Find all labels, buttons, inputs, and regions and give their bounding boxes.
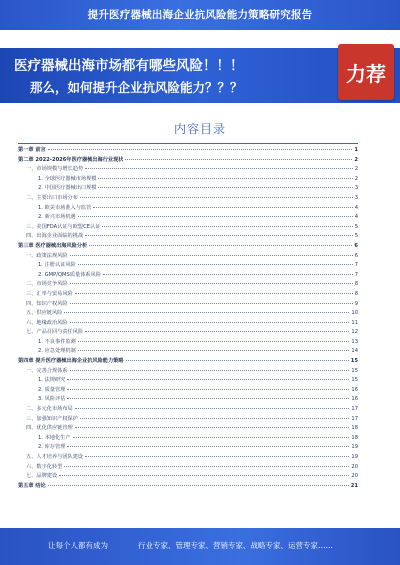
toc-leader-dots xyxy=(85,331,349,332)
toc-entry-page: 12 xyxy=(351,329,358,336)
toc-entry-title: 三、美国FDA认证与欧盟CE认证 xyxy=(26,223,101,230)
footer-banner xyxy=(0,528,400,565)
toc-leader-dots xyxy=(64,312,349,313)
toc-leader-dots xyxy=(78,264,353,265)
toc-entry-title: 四、出海企业面临的挑战 xyxy=(26,233,84,240)
toc-entry-page: 2 xyxy=(354,175,358,182)
toc-entry-page: 8 xyxy=(354,290,358,297)
footer-slogan: 让每个人都有成为 xyxy=(48,541,108,550)
toc-leader-dots xyxy=(85,168,353,169)
toc-entry-title: 七、产品召回与责任风险 xyxy=(26,329,84,336)
toc-entry-title: 六、数字化转型 xyxy=(26,463,63,470)
toc-entry-page: 4 xyxy=(354,214,358,221)
toc-entry[interactable] xyxy=(18,290,358,300)
toc-entry-title: 1. 全球医疗器械市场规模 xyxy=(38,175,97,182)
recommend-badge: 力荐 xyxy=(338,44,394,100)
toc-leader-dots xyxy=(85,235,353,236)
toc-entry[interactable] xyxy=(18,280,358,290)
toc-leader-dots xyxy=(67,389,349,390)
toc-entry-page: 19 xyxy=(351,454,358,460)
toc-entry-title: 第三章 医疗器械出海风险分析 xyxy=(18,242,88,249)
toc-entry[interactable] xyxy=(18,453,358,463)
toc-entry[interactable] xyxy=(18,223,358,233)
toc-entry[interactable] xyxy=(18,482,358,492)
toc-entry-title: 2. 新兴市场机遇 xyxy=(38,214,76,221)
toc-heading: 内容目录 xyxy=(173,122,226,136)
toc-entry-title: 三、加强知识产权保护 xyxy=(26,415,78,422)
toc-entry[interactable] xyxy=(18,252,358,262)
toc-entry[interactable] xyxy=(18,309,358,319)
toc-entry-title: 二、市场竞争风险 xyxy=(26,281,68,288)
toc-entry-title: 2. 质量管理 xyxy=(38,386,66,393)
toc-leader-dots xyxy=(64,466,349,467)
toc-entry-page: 20 xyxy=(351,463,358,470)
toc-leader-dots xyxy=(59,475,349,476)
toc-entry-title: 第二章 2022-2026年医疗器械出海行业现状 xyxy=(18,156,124,163)
toc-leader-dots xyxy=(75,427,350,428)
toc-entry[interactable] xyxy=(18,463,358,473)
toc-entry-title: 3. 风险评估 xyxy=(38,396,66,403)
toc-entry-title: 一、完善合规体系 xyxy=(26,367,68,374)
toc-leader-dots xyxy=(98,178,352,179)
toc-leader-dots xyxy=(75,408,350,409)
toc-entry[interactable] xyxy=(18,300,358,310)
toc-entry[interactable] xyxy=(18,271,358,281)
toc-leader-dots xyxy=(98,187,352,188)
toc-entry-page: 3 xyxy=(354,194,358,201)
toc-entry-page: 10 xyxy=(351,310,358,317)
toc-entry[interactable] xyxy=(18,319,358,329)
toc-entry-page: 2 xyxy=(354,156,358,163)
toc-leader-dots xyxy=(70,322,350,323)
toc-leader-dots xyxy=(48,485,349,486)
toc-entry[interactable] xyxy=(18,405,358,415)
toc-entry-title: 1. 欧美市场准入与监管 xyxy=(38,204,92,211)
toc-entry[interactable] xyxy=(18,347,358,357)
toc-entry-page: 5 xyxy=(354,223,358,230)
toc-entry[interactable] xyxy=(18,175,358,185)
toc-leader-dots xyxy=(78,216,353,217)
toc-entry-page: 4 xyxy=(354,204,358,211)
toc-leader-dots xyxy=(70,255,353,256)
toc-leader-dots xyxy=(78,341,350,342)
toc-entry-title: 第一章 前言 xyxy=(18,147,46,153)
toc-entry-title: 二、主要出口市场分布 xyxy=(26,194,78,201)
toc-entry-page: 19 xyxy=(351,444,358,451)
toc-entry-page: 21 xyxy=(350,482,358,489)
toc-entry[interactable] xyxy=(18,443,358,453)
toc-entry-page: 13 xyxy=(351,338,358,345)
toc-entry-page: 1 xyxy=(354,147,358,153)
toc-entry-page: 14 xyxy=(351,348,358,355)
footer-tagline: 行业专家、管理专家、营销专家、战略专家、运营专家…… xyxy=(138,541,333,550)
toc-entry[interactable] xyxy=(18,415,358,425)
toc-entry[interactable] xyxy=(18,386,358,396)
toc-entry-page: 2 xyxy=(354,166,358,173)
toc-entry-title: 2. 中国医疗器械出口规模 xyxy=(38,185,97,192)
toc-entry[interactable] xyxy=(18,376,358,386)
toc-leader-dots xyxy=(89,245,352,246)
toc-entry[interactable] xyxy=(18,357,358,367)
toc-entry-title: 2. 应急处理机制 xyxy=(38,348,76,355)
report-title: 提升医疗器械出海企业抗风险能力策略研究报告 xyxy=(87,9,313,21)
toc-leader-dots xyxy=(67,446,349,447)
toc-entry-page: 15 xyxy=(350,358,358,365)
toc-entry-title: 六、地缘政治风险 xyxy=(26,319,68,326)
toc-entry-page: 8 xyxy=(354,281,358,288)
toc-entry-title: 第五章 结论 xyxy=(18,482,46,489)
toc-entry-title: 五、供应链风险 xyxy=(26,310,63,317)
toc-entry[interactable] xyxy=(18,328,358,338)
toc-entry-title: 2. 库存管理 xyxy=(38,444,66,451)
toc-entry-page: 20 xyxy=(351,473,358,480)
toc-entry-title: 七、品牌建设 xyxy=(26,473,58,480)
toc-entry-title: 四、优化供应链管理 xyxy=(26,425,73,432)
toc-leader-dots xyxy=(80,197,353,198)
toc-entry-title: 1. 本地化生产 xyxy=(38,434,71,441)
toc-leader-dots xyxy=(67,398,349,399)
toc-entry-title: 1. 法规研究 xyxy=(38,377,66,384)
toc-leader-dots xyxy=(70,303,353,304)
toc-entry-title: 一、市场规模与增长趋势 xyxy=(26,166,84,173)
toc-entry[interactable] xyxy=(18,213,358,223)
top-banner xyxy=(0,0,400,30)
toc-entry-page: 11 xyxy=(351,319,358,326)
toc-leader-dots xyxy=(102,226,352,227)
toc-entry-page: 18 xyxy=(351,425,358,432)
toc-leader-dots xyxy=(75,293,353,294)
toc-entry[interactable] xyxy=(18,367,358,377)
toc-entry-page: 7 xyxy=(354,262,358,269)
toc-entry-page: 15 xyxy=(351,377,358,384)
toc-leader-dots xyxy=(70,370,350,371)
toc-leader-dots xyxy=(103,274,353,275)
toc-entry[interactable] xyxy=(18,194,358,204)
toc-entry-page: 15 xyxy=(351,367,358,374)
toc-leader-dots xyxy=(73,437,350,438)
toc-entry-page: 17 xyxy=(351,415,358,422)
toc-entry-page: 18 xyxy=(351,434,358,441)
toc-entry[interactable] xyxy=(18,472,358,482)
toc-leader-dots xyxy=(125,159,352,160)
hero-subheadline: 那么，如何提升企业抗风险能力？？？ xyxy=(30,80,243,95)
toc-leader-dots xyxy=(67,379,349,380)
toc-entry-page: 17 xyxy=(351,406,358,413)
toc-entry[interactable] xyxy=(18,156,358,166)
toc-entry[interactable] xyxy=(18,242,358,252)
toc-entry[interactable] xyxy=(18,146,358,156)
toc-entry[interactable] xyxy=(18,165,358,175)
toc-entry-title: 1. 注册认证风险 xyxy=(38,262,76,269)
toc-leader-dots xyxy=(93,207,352,208)
toc-entry[interactable] xyxy=(18,395,358,405)
toc-entry[interactable] xyxy=(18,261,358,271)
toc-entry-title: 三、汇率与贸易风险 xyxy=(26,290,73,297)
toc-entry-page: 6 xyxy=(354,252,358,259)
toc-entry[interactable] xyxy=(18,338,358,348)
toc-entry[interactable] xyxy=(18,204,358,214)
toc-entry-page: 7 xyxy=(354,271,358,278)
toc-entry-title: 一、政策法规风险 xyxy=(26,252,68,259)
toc-leader-dots xyxy=(78,350,350,351)
toc-entry[interactable] xyxy=(18,424,358,434)
toc-leader-dots xyxy=(126,360,349,361)
toc-entry-page: 16 xyxy=(351,386,358,393)
toc-entry[interactable] xyxy=(18,434,358,444)
toc-entry-title: 第四章 提升医疗器械出海企业抗风险能力策略 xyxy=(18,358,124,365)
toc-entry[interactable] xyxy=(18,184,358,194)
toc-entry-page: 3 xyxy=(354,185,358,192)
toc-entry-page: 9 xyxy=(354,300,358,307)
table-of-contents xyxy=(18,146,358,491)
toc-entry-title: 1. 不良事件监测 xyxy=(38,338,76,345)
toc-entry-title: 四、知识产权风险 xyxy=(26,300,68,307)
toc-leader-dots xyxy=(70,283,353,284)
toc-leader-dots xyxy=(48,149,353,150)
toc-entry-title: 五、人才培养与团队建设 xyxy=(26,454,84,460)
toc-entry-title: 二、多元化市场布局 xyxy=(26,406,73,413)
toc-leader-dots xyxy=(85,456,349,457)
toc-entry-page: 5 xyxy=(354,233,358,240)
toc-entry-title: 2. GMP/QMS质量体系风险 xyxy=(38,271,101,278)
toc-entry-page: 6 xyxy=(354,242,358,249)
toc-top-divider xyxy=(18,143,358,144)
toc-leader-dots xyxy=(80,418,350,419)
toc-entry[interactable] xyxy=(18,232,358,242)
toc-entry-page: 16 xyxy=(351,396,358,403)
hero-headline: 医疗器械出海市场都有哪些风险！！！ xyxy=(14,58,244,74)
